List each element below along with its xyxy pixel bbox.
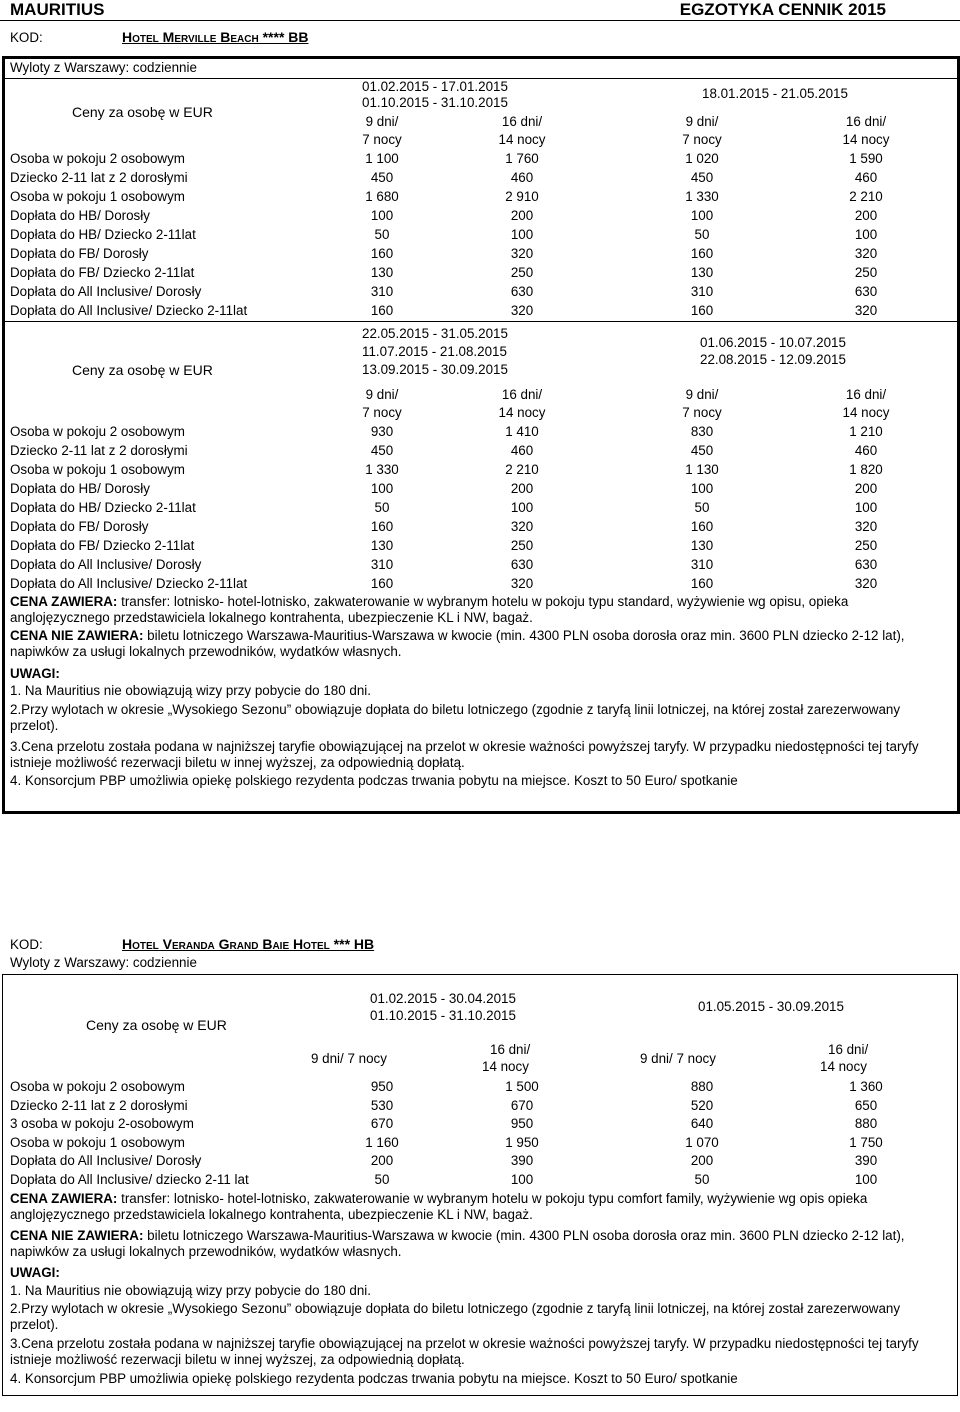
price-cell: 50 bbox=[374, 500, 390, 515]
price-cell: 460 bbox=[854, 170, 878, 185]
price-cell: 640 bbox=[690, 1116, 714, 1132]
price-cell: 630 bbox=[854, 284, 878, 299]
row-label: Dopłata do All Inclusive/ Dziecko 2-11lat bbox=[10, 576, 248, 591]
row-label: Osoba w pokoju 1 osobowym bbox=[10, 1134, 185, 1150]
price-cell: 320 bbox=[854, 303, 878, 318]
price-cell: 100 bbox=[510, 500, 534, 515]
table-row bbox=[10, 557, 956, 576]
table-row bbox=[10, 424, 956, 443]
column-header: 9 dni/ bbox=[685, 114, 719, 129]
price-cell: 200 bbox=[854, 208, 878, 223]
h1-uwaga-4: 4. Konsorcjum PBP umożliwia opiekę polskiego rezydenta podczas trwania pobytu na miejsce. Koszt to 50 Euro/ spotkanie bbox=[10, 773, 738, 788]
price-cell: 130 bbox=[690, 265, 714, 280]
table-row bbox=[10, 1098, 956, 1117]
hotel2-name: Hotel Veranda Grand Baie Hotel *** HB bbox=[122, 936, 375, 952]
price-cell: 320 bbox=[510, 519, 534, 534]
h2-col2a: 16 dni/ bbox=[490, 1042, 531, 1057]
h1-cena-nie-zawiera: CENA NIE ZAWIERA: biletu lotniczego Warszawa-Mauritius-Warszawa w kwocie (min. 4300 PLN osoba dorosła oraz min. 3600 PLN dziecko 2-12 lat), napiwków za usługi lokalnych przewodników, wydatków własnych. bbox=[10, 628, 905, 660]
row-label: Dopłata do All Inclusive/ Dorosły bbox=[10, 1153, 202, 1169]
h2-uwaga-3: 3.Cena przelotu została podana w najniższej taryfie obowiązującej na przelot w okresie ważności powyższej taryfy. W przypadku niedostępności tej taryfy istnieje możliwość rezerwacji biletu w innej wyższej, za odpowiednią dopłatą. bbox=[10, 1336, 919, 1368]
h2-col2b: 14 nocy bbox=[482, 1059, 529, 1074]
table-row bbox=[10, 1135, 956, 1154]
price-cell: 460 bbox=[510, 443, 534, 458]
price-cell: 1 160 bbox=[365, 1134, 399, 1150]
h2-period-a1: 01.02.2015 - 30.04.2015 bbox=[370, 991, 516, 1006]
row-label: Dopłata do HB/ Dziecko 2-11lat bbox=[10, 227, 196, 242]
column-header: 16 dni/ bbox=[845, 114, 887, 129]
column-header: 7 nocy bbox=[362, 132, 402, 147]
price-cell: 670 bbox=[510, 1097, 534, 1113]
row-label: Dopłata do HB/ Dziecko 2-11lat bbox=[10, 500, 196, 515]
column-header: 14 nocy bbox=[842, 132, 890, 147]
row-label: Dopłata do FB/ Dziecko 2-11lat bbox=[10, 265, 195, 280]
row-label: Dziecko 2-11 lat z 2 dorosłymi bbox=[10, 443, 188, 458]
price-cell: 320 bbox=[854, 246, 878, 261]
price-cell: 830 bbox=[690, 424, 714, 439]
price-cell: 100 bbox=[690, 208, 714, 223]
column-header: 9 dni/ bbox=[685, 387, 719, 402]
column-header: 7 nocy bbox=[362, 405, 402, 420]
h2-col3: 9 dni/ 7 nocy bbox=[640, 1051, 716, 1066]
table-row bbox=[10, 1116, 956, 1135]
price-cell: 390 bbox=[854, 1153, 878, 1169]
h2-period-b: 01.05.2015 - 30.09.2015 bbox=[698, 999, 844, 1014]
price-cell: 1 330 bbox=[365, 462, 399, 477]
price-cell: 100 bbox=[854, 227, 878, 242]
price-cell: 100 bbox=[510, 227, 534, 242]
price-cell: 460 bbox=[510, 170, 534, 185]
h1b1-period-a2: 01.10.2015 - 31.10.2015 bbox=[362, 95, 508, 110]
table-row bbox=[10, 151, 956, 170]
column-header: 9 dni/ bbox=[365, 387, 399, 402]
h1b2-period-b2: 22.08.2015 - 12.09.2015 bbox=[700, 352, 846, 367]
price-cell: 200 bbox=[370, 1153, 394, 1169]
h1b2-period-a3: 13.09.2015 - 30.09.2015 bbox=[362, 362, 508, 377]
h2-period-a2: 01.10.2015 - 31.10.2015 bbox=[370, 1008, 516, 1023]
column-header: 16 dni/ bbox=[845, 387, 887, 402]
price-cell: 1 330 bbox=[685, 189, 719, 204]
price-cell: 320 bbox=[510, 303, 534, 318]
row-label: Dopłata do HB/ Dorosły bbox=[10, 208, 150, 223]
column-header: 14 nocy bbox=[498, 405, 546, 420]
price-cell: 100 bbox=[854, 1172, 878, 1187]
price-cell: 2 210 bbox=[505, 462, 539, 477]
h1-uwaga-3: 3.Cena przelotu została podana w najniższej taryfie obowiązującej na przelot w okresie ważności powyższej taryfy. W przypadku niedostępności tej taryfy istnieje możliwość rezerwacji biletu w innej wyższej, za odpowiednią dopłatą. bbox=[10, 739, 919, 771]
h1-uwaga-2: 2.Przy wylotach w okresie „Wysokiego Sezonu” obowiązuje dopłata do biletu lotniczego (zgodnie z taryfą linii lotniczej, na której został zarezerwowany przelot). bbox=[10, 702, 901, 734]
price-cell: 160 bbox=[690, 519, 714, 534]
price-cell: 250 bbox=[510, 265, 534, 280]
table-row bbox=[10, 576, 956, 595]
row-label: Dopłata do All Inclusive/ Dziecko 2-11lat bbox=[10, 303, 248, 318]
price-cell: 310 bbox=[370, 284, 394, 299]
price-cell: 50 bbox=[374, 227, 390, 242]
price-cell: 50 bbox=[374, 1172, 390, 1187]
row-label: Dopłata do HB/ Dorosły bbox=[10, 481, 150, 496]
price-cell: 320 bbox=[510, 576, 534, 591]
table-row bbox=[10, 519, 956, 538]
row-label: Osoba w pokoju 1 osobowym bbox=[10, 462, 185, 477]
price-cell: 450 bbox=[370, 170, 394, 185]
price-cell: 320 bbox=[854, 576, 878, 591]
price-cell: 880 bbox=[854, 1116, 878, 1132]
price-cell: 160 bbox=[690, 246, 714, 261]
table-row bbox=[10, 1172, 956, 1191]
price-cell: 1 100 bbox=[365, 151, 399, 166]
price-cell: 310 bbox=[690, 557, 714, 572]
table-row bbox=[10, 1153, 956, 1172]
price-cell: 320 bbox=[854, 519, 878, 534]
price-cell: 460 bbox=[854, 443, 878, 458]
price-cell: 650 bbox=[854, 1097, 878, 1113]
price-cell: 100 bbox=[510, 1172, 534, 1187]
price-cell: 160 bbox=[370, 576, 394, 591]
table-row bbox=[10, 227, 956, 246]
price-cell: 880 bbox=[690, 1079, 714, 1094]
column-header: 9 dni/ bbox=[365, 114, 399, 129]
hotel2-price-label: Ceny za osobę w EUR bbox=[86, 1017, 227, 1033]
price-cell: 2 910 bbox=[505, 189, 539, 204]
table-row bbox=[10, 265, 956, 284]
price-cell: 630 bbox=[510, 284, 534, 299]
country-title: MAURITIUS bbox=[10, 0, 105, 19]
table-row bbox=[10, 481, 956, 500]
row-label: Osoba w pokoju 2 osobowym bbox=[10, 424, 185, 439]
row-label: Osoba w pokoju 2 osobowym bbox=[10, 1079, 185, 1094]
table-row bbox=[10, 189, 956, 208]
price-cell: 50 bbox=[694, 227, 710, 242]
price-cell: 2 210 bbox=[849, 189, 883, 204]
column-header: 16 dni/ bbox=[501, 387, 543, 402]
price-cell: 390 bbox=[510, 1153, 534, 1169]
h2-uwaga-2: 2.Przy wylotach w okresie „Wysokiego Sezonu” obowiązuje dopłata do biletu lotniczego (zgodnie z taryfą linii lotniczej, na której został zarezerwowany przelot). bbox=[10, 1301, 901, 1333]
price-cell: 200 bbox=[510, 208, 534, 223]
price-cell: 250 bbox=[854, 265, 878, 280]
h1b2-period-b1: 01.06.2015 - 10.07.2015 bbox=[700, 335, 846, 350]
row-label: Dopłata do FB/ Dziecko 2-11lat bbox=[10, 538, 195, 553]
hotel1-kod-label: KOD: bbox=[10, 30, 43, 45]
h1b1-period-b: 18.01.2015 - 21.05.2015 bbox=[702, 86, 848, 101]
price-cell: 450 bbox=[370, 443, 394, 458]
price-cell: 1 500 bbox=[505, 1079, 539, 1094]
price-cell: 450 bbox=[690, 170, 714, 185]
price-cell: 310 bbox=[370, 557, 394, 572]
price-cell: 1 680 bbox=[365, 189, 399, 204]
price-cell: 520 bbox=[690, 1097, 714, 1113]
price-cell: 670 bbox=[370, 1116, 394, 1132]
table-row bbox=[10, 538, 956, 557]
hotel1-name: Hotel Merville Beach **** BB bbox=[122, 29, 309, 45]
column-header: 16 dni/ bbox=[501, 114, 543, 129]
column-header: 7 nocy bbox=[682, 132, 722, 147]
hotel2-kod-label: KOD: bbox=[10, 937, 43, 952]
column-header: 14 nocy bbox=[498, 132, 546, 147]
price-cell: 50 bbox=[694, 500, 710, 515]
h2-uwagi-label: UWAGI: bbox=[10, 1265, 60, 1280]
price-cell: 950 bbox=[510, 1116, 534, 1132]
price-cell: 160 bbox=[370, 303, 394, 318]
h2-col4a: 16 dni/ bbox=[828, 1042, 869, 1057]
h1b2-period-a1: 22.05.2015 - 31.05.2015 bbox=[362, 326, 508, 341]
h2-uwaga-1: 1. Na Mauritius nie obowiązują wizy przy pobycie do 180 dni. bbox=[10, 1283, 371, 1298]
price-cell: 200 bbox=[510, 481, 534, 496]
price-cell: 1 360 bbox=[849, 1079, 883, 1094]
page-header bbox=[0, 0, 960, 21]
price-cell: 160 bbox=[690, 576, 714, 591]
h2-cena-zawiera: CENA ZAWIERA: transfer: lotnisko- hotel-lotnisko, zakwaterowanie w wybranym hotelu w pokoju typu comfort family, wyżywienie wg opis opieka anglojęzycznego przedstawiciela lokalnego kontrahenta, ubezpieczenie KL i NW, bagaż. bbox=[10, 1191, 868, 1223]
price-cell: 310 bbox=[690, 284, 714, 299]
price-cell: 100 bbox=[370, 208, 394, 223]
h1-uwagi-label: UWAGI: bbox=[10, 666, 60, 681]
row-label: Dopłata do FB/ Dorosły bbox=[10, 246, 149, 261]
price-cell: 160 bbox=[370, 519, 394, 534]
price-cell: 1 760 bbox=[505, 151, 539, 166]
h2-uwaga-4: 4. Konsorcjum PBP umożliwia opiekę polskiego rezydenta podczas trwania pobytu na miejsce. Koszt to 50 Euro/ spotkanie bbox=[10, 1371, 738, 1386]
h1b1-period-a1: 01.02.2015 - 17.01.2015 bbox=[362, 79, 508, 94]
table-row bbox=[10, 246, 956, 265]
row-label: Dziecko 2-11 lat z 2 dorosłymi bbox=[10, 1097, 188, 1113]
row-label: 3 osoba w pokoju 2-osobowym bbox=[10, 1116, 194, 1132]
price-cell: 100 bbox=[370, 481, 394, 496]
h2-cena-nie-zawiera: CENA NIE ZAWIERA: biletu lotniczego Warszawa-Mauritius-Warszawa w kwocie (min. 4300 PLN osoba dorosła oraz min. 3600 PLN dziecko 2-12 lat), napiwków za usługi lokalnych przewodników, wydatków własnych. bbox=[10, 1228, 905, 1260]
price-cell: 450 bbox=[690, 443, 714, 458]
table-row bbox=[10, 303, 956, 322]
row-label: Dopłata do All Inclusive/ dziecko 2-11 lat bbox=[10, 1172, 249, 1187]
price-cell: 200 bbox=[854, 481, 878, 496]
price-cell: 1 820 bbox=[849, 462, 883, 477]
column-header: 14 nocy bbox=[842, 405, 890, 420]
table-row bbox=[10, 443, 956, 462]
price-cell: 250 bbox=[510, 538, 534, 553]
hotel1-price-label-1: Ceny za osobę w EUR bbox=[72, 104, 213, 120]
price-cell: 200 bbox=[690, 1153, 714, 1169]
h2-col4b: 14 nocy bbox=[820, 1059, 867, 1074]
column-header: 7 nocy bbox=[682, 405, 722, 420]
table-row bbox=[10, 284, 956, 303]
row-label: Osoba w pokoju 2 osobowym bbox=[10, 151, 185, 166]
price-cell: 1 070 bbox=[685, 1134, 719, 1150]
row-label: Dopłata do FB/ Dorosły bbox=[10, 519, 149, 534]
price-cell: 950 bbox=[370, 1079, 394, 1094]
table-row bbox=[10, 208, 956, 227]
price-cell: 100 bbox=[690, 481, 714, 496]
price-cell: 630 bbox=[854, 557, 878, 572]
table-row bbox=[10, 170, 956, 189]
price-cell: 930 bbox=[370, 424, 394, 439]
row-label: Dopłata do All Inclusive/ Dorosły bbox=[10, 557, 202, 572]
price-cell: 1 130 bbox=[685, 462, 719, 477]
price-cell: 1 950 bbox=[505, 1134, 539, 1150]
catalog-title: EGZOTYKA CENNIK 2015 bbox=[679, 0, 886, 19]
price-cell: 1 020 bbox=[685, 151, 719, 166]
price-cell: 130 bbox=[370, 265, 394, 280]
price-cell: 1 210 bbox=[849, 424, 883, 439]
price-cell: 100 bbox=[854, 500, 878, 515]
table-row bbox=[10, 500, 956, 519]
h1-uwaga-1: 1. Na Mauritius nie obowiązują wizy przy pobycie do 180 dni. bbox=[10, 683, 371, 698]
row-label: Dopłata do All Inclusive/ Dorosły bbox=[10, 284, 202, 299]
hotel1-departures: Wyloty z Warszawy: codziennie bbox=[10, 60, 197, 75]
row-label: Osoba w pokoju 1 osobowym bbox=[10, 189, 185, 204]
price-cell: 130 bbox=[690, 538, 714, 553]
price-cell: 130 bbox=[370, 538, 394, 553]
h2-col1: 9 dni/ 7 nocy bbox=[311, 1051, 387, 1066]
table-row bbox=[10, 1079, 956, 1098]
price-cell: 320 bbox=[510, 246, 534, 261]
price-cell: 1 410 bbox=[505, 424, 539, 439]
hotel2-departures: Wyloty z Warszawy: codziennie bbox=[10, 955, 197, 970]
table-row bbox=[10, 462, 956, 481]
price-cell: 630 bbox=[510, 557, 534, 572]
h1b2-period-a2: 11.07.2015 - 21.08.2015 bbox=[362, 344, 507, 359]
price-cell: 1 590 bbox=[849, 151, 883, 166]
hotel1-price-label-2: Ceny za osobę w EUR bbox=[72, 362, 213, 378]
h1-cena-zawiera: CENA ZAWIERA: transfer: lotnisko- hotel-lotnisko, zakwaterowanie w wybranym hotelu w pokoju typu standard, wyżywienie wg opisu, opieka anglojęzycznego przedstawiciela lokalnego kontrahenta, ubezpieczenie KL i NW, bagaż. bbox=[10, 594, 849, 626]
price-cell: 250 bbox=[854, 538, 878, 553]
price-cell: 1 750 bbox=[849, 1134, 883, 1150]
price-cell: 160 bbox=[370, 246, 394, 261]
row-label: Dziecko 2-11 lat z 2 dorosłymi bbox=[10, 170, 188, 185]
price-cell: 50 bbox=[694, 1172, 710, 1187]
price-cell: 160 bbox=[690, 303, 714, 318]
price-cell: 530 bbox=[370, 1097, 394, 1113]
